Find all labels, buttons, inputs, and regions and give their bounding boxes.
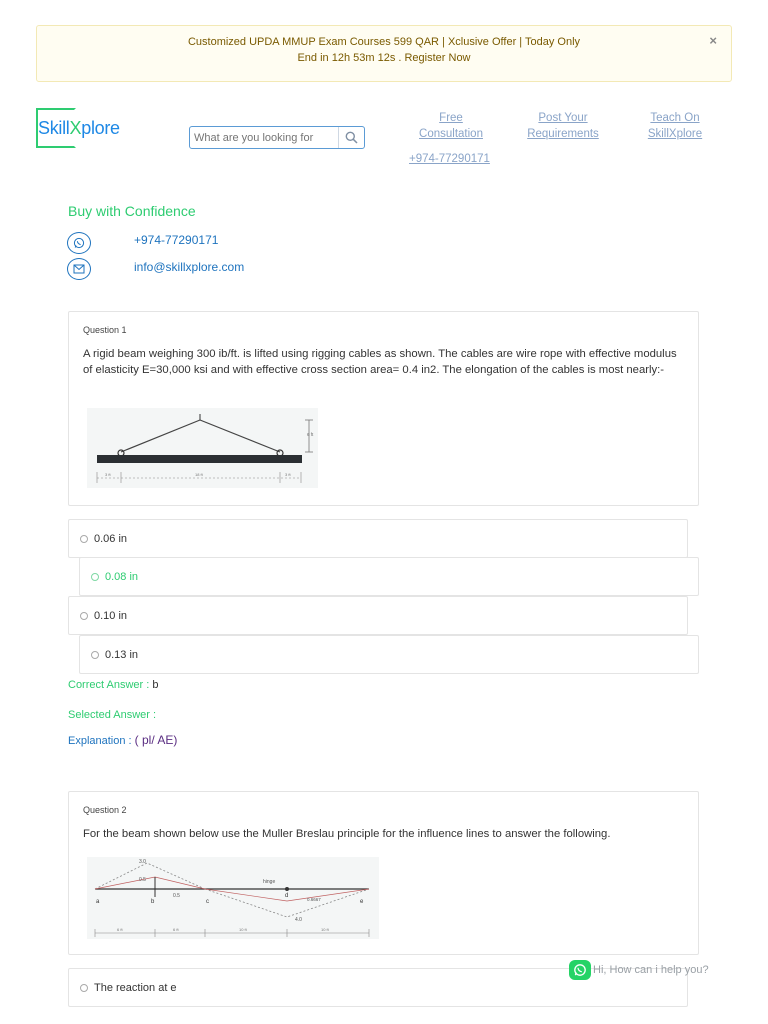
contact-email-link[interactable]: info@skillxplore.com: [134, 260, 245, 274]
dim-left-label: 3 ft: [105, 472, 111, 477]
nav-post-line-1: Post Your: [538, 112, 588, 124]
nav-phone-link[interactable]: +974-77290171: [409, 153, 490, 165]
support-label-c: c: [206, 899, 209, 905]
dim-height-label: 6 ft: [307, 432, 314, 437]
support-label-e: e: [360, 899, 364, 905]
value-label: 0.5: [173, 893, 180, 899]
dim-label: 6 ft: [117, 927, 123, 932]
option-d-label: 0.13 in: [105, 648, 139, 661]
nav-post-line-2: Requirements: [527, 128, 599, 140]
value-label: 3.0: [139, 859, 146, 865]
explanation: [68, 733, 177, 747]
option-b-label: 0.08 in: [105, 570, 139, 583]
nav-teach-line-2: SkillXplore: [647, 128, 703, 140]
buy-with-confidence-heading: Buy with Confidence: [68, 203, 196, 219]
selected-answer-label: Selected Answer :: [68, 709, 157, 721]
search-bar: [189, 126, 365, 149]
question-2-number: Question 2: [83, 805, 127, 815]
support-label-d: d: [285, 893, 289, 899]
question-1-figure: [87, 408, 318, 488]
dim-right-label: 3 ft: [285, 472, 291, 477]
logo-part-1: Skill: [38, 118, 70, 138]
question-1-option-b[interactable]: [79, 557, 699, 596]
logo-part-2: X: [69, 118, 82, 138]
explanation-value: ( pl/ AE): [134, 733, 178, 747]
support-label-a: a: [96, 899, 100, 905]
dim-label: 10 ft: [239, 927, 247, 932]
value-label: 0.5: [139, 877, 146, 883]
question-1-option-a[interactable]: [68, 519, 688, 558]
nav-post-requirements[interactable]: [519, 110, 607, 142]
question-2-figure: [87, 857, 379, 939]
radio-icon[interactable]: [91, 651, 99, 659]
chat-widget[interactable]: [569, 960, 709, 980]
correct-answer-label: Correct Answer :: [68, 679, 153, 691]
whatsapp-chat-icon[interactable]: [569, 960, 591, 980]
radio-icon[interactable]: [80, 984, 88, 992]
search-input[interactable]: [190, 128, 338, 147]
option-a-label: 0.06 in: [94, 532, 128, 545]
close-icon[interactable]: ×: [709, 33, 717, 48]
question-2-text: For the beam shown below use the Muller Breslau principle for the influence lines to answer the following.: [83, 828, 611, 840]
radio-icon[interactable]: [80, 612, 88, 620]
nav-free-line-2: Consultation: [419, 128, 483, 140]
search-button[interactable]: [338, 127, 364, 148]
whatsapp-icon: [67, 232, 91, 254]
option-c-label: 0.10 in: [94, 609, 128, 622]
nav-free-line-1: Free: [439, 112, 463, 124]
radio-icon[interactable]: [91, 573, 99, 581]
question-1-number: Question 1: [83, 325, 127, 335]
search-icon: [345, 131, 358, 144]
email-icon: [67, 258, 91, 280]
nav-teach-line-1: Teach On: [650, 112, 700, 124]
dim-label: 6 ft: [173, 927, 179, 932]
value-label: 4.0: [295, 917, 302, 923]
dim-mid-label: 18 ft: [195, 472, 203, 477]
correct-answer: [68, 679, 158, 691]
promo-banner[interactable]: [36, 25, 732, 82]
chat-prompt: Hi, How can i help you?: [593, 964, 709, 976]
nav-teach-on[interactable]: [640, 110, 710, 142]
banner-line-1: Customized UPDA MMUP Exam Courses 599 QAR | Xclusive Offer | Today Only: [187, 36, 581, 48]
radio-icon[interactable]: [80, 535, 88, 543]
support-label-b: b: [151, 899, 155, 905]
question-1-text: A rigid beam weighing 300 ib/ft. is lifted using rigging cables as shown. The cables are wire rope with effective modulus of elasticity E=30,000 ksi and with effective cross section area= 0.4 in2. The elongation of the cables is most nearly:-: [83, 348, 677, 376]
question-2-card: [68, 791, 699, 955]
dim-label: 10 ft: [321, 927, 329, 932]
value-label: 0.6667: [307, 897, 321, 902]
question-1-option-c[interactable]: [68, 596, 688, 635]
explanation-label: Explanation :: [68, 735, 135, 747]
hinge-label: hinge: [263, 879, 276, 885]
question-1-card: [68, 311, 699, 506]
banner-line-2: End in 12h 53m 12s . Register Now: [297, 52, 471, 64]
nav-free-consultation[interactable]: [412, 110, 490, 142]
option-a-label: The reaction at e: [94, 981, 177, 994]
question-1-option-d[interactable]: [79, 635, 699, 674]
logo[interactable]: [38, 118, 120, 139]
contact-phone-link[interactable]: +974-77290171: [134, 233, 219, 247]
correct-answer-value: b: [152, 679, 159, 691]
logo-part-3: plore: [81, 118, 120, 138]
